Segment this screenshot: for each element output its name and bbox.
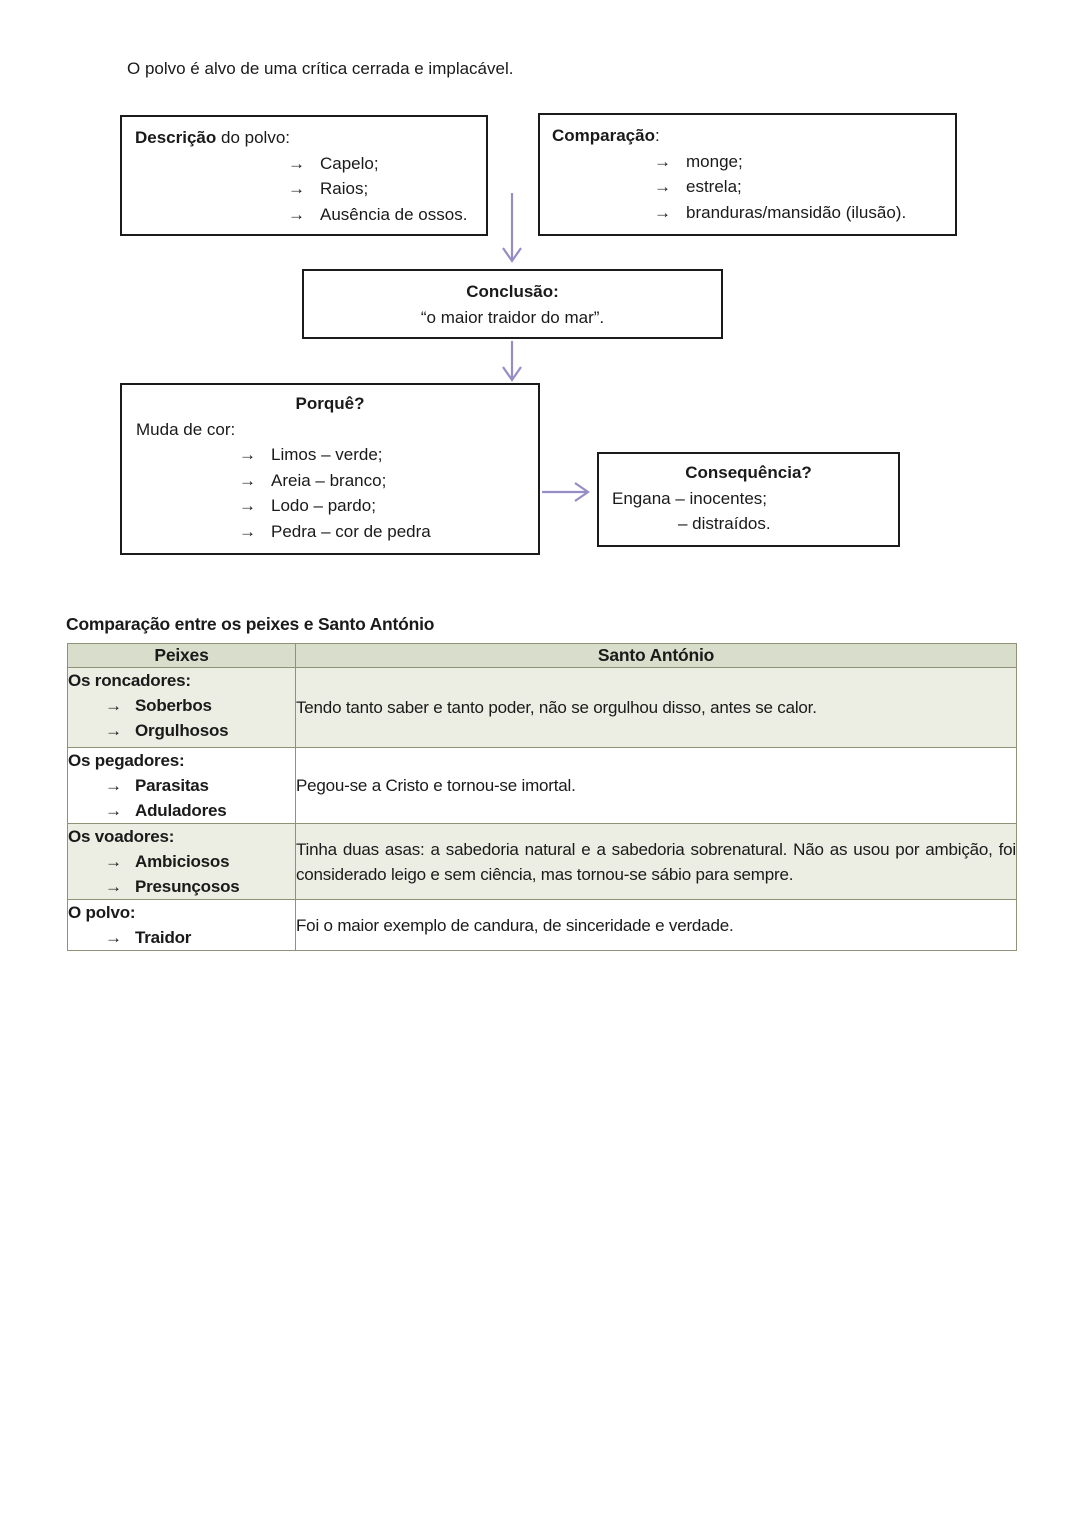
arrow-right-icon: → (288, 204, 305, 224)
descricao-box (120, 115, 488, 236)
arrow-right-icon: → (105, 877, 122, 896)
porque-title: Porquê? (295, 394, 365, 413)
arrow-right-icon: → (288, 179, 305, 198)
arrow-right-icon: → (239, 496, 256, 515)
comparacao-list (654, 149, 945, 226)
conclusao-box (302, 269, 723, 339)
list-item: → Ausência de ossos. (288, 202, 476, 228)
consequencia-line: Engana – inocentes; (612, 488, 768, 508)
table-row (68, 748, 1017, 824)
consequencia-box (597, 452, 900, 547)
santo-cell: Tinha duas asas: a sabedoria natural e a sabedoria sobrenatural. Não as usou por ambição, foi considerado leigo e sem ciência, mas tornou-se sábio para sempre. (296, 824, 1017, 900)
porque-box (120, 383, 540, 555)
comparison-table (67, 643, 1017, 951)
arrow-right-icon: → (654, 151, 671, 171)
comparacao-title: Comparação: (552, 126, 660, 145)
arrow-right-icon: → (105, 776, 122, 795)
table-row (68, 900, 1017, 951)
porque-subtitle: Muda de cor: (136, 419, 236, 439)
arrow-right-icon: → (105, 696, 122, 715)
list-item: → Pedra – cor de pedra (239, 519, 538, 545)
list-item: → Raios; (288, 176, 476, 202)
column-header-santo-antonio: Santo António (296, 644, 1017, 668)
intro-text: O polvo é alvo de uma crítica cerrada e implacável. (127, 59, 514, 78)
list-item: → Lodo – pardo; (239, 493, 538, 519)
flow-arrow-down-to-conclusao (503, 193, 521, 261)
arrow-right-icon: → (239, 521, 256, 541)
arrow-right-icon: → (105, 801, 122, 820)
santo-cell: Pegou-se a Cristo e tornou-se imortal. (296, 748, 1017, 824)
descricao-list (288, 151, 476, 228)
arrow-right-icon: → (654, 177, 671, 196)
arrow-right-icon: → (654, 202, 671, 222)
conclusao-quote: “o maior traidor do mar”. (420, 307, 605, 327)
table-row (68, 824, 1017, 900)
fish-cell: Os roncadores: → Soberbos → Orgulhosos (68, 668, 296, 748)
arrow-right-icon: → (105, 721, 122, 740)
consequencia-title: Consequência? (685, 463, 812, 482)
conclusao-title: Conclusão: (466, 282, 559, 301)
column-header-peixes: Peixes (68, 644, 296, 668)
porque-list (239, 442, 538, 544)
list-item: → Limos – verde; (239, 442, 538, 468)
list-item: → Areia – branco; (239, 468, 538, 494)
list-item: → monge; (654, 149, 945, 175)
arrow-right-icon: → (239, 470, 256, 490)
fish-cell: O polvo: → Traidor (68, 900, 296, 951)
consequencia-line: – distraídos. (678, 514, 771, 533)
arrow-right-icon: → (239, 445, 256, 464)
descricao-title: Descrição do polvo: (135, 128, 291, 147)
arrow-right-icon: → (105, 928, 122, 947)
santo-cell: Foi o maior exemplo de candura, de sinceridade e verdade. (296, 900, 1017, 951)
fish-cell: Os voadores: → Ambiciosos → Presunçosos (68, 824, 296, 900)
fish-cell: Os pegadores: → Parasitas → Aduladores (68, 748, 296, 824)
arrow-right-icon: → (105, 852, 122, 871)
table-heading: Comparação entre os peixes e Santo António (66, 614, 435, 634)
flow-arrow-right-to-consequencia (542, 483, 588, 501)
list-item: → estrela; (654, 174, 945, 200)
list-item: → branduras/mansidão (ilusão). (654, 200, 945, 226)
arrow-right-icon: → (288, 153, 305, 173)
list-item: → Capelo; (288, 151, 476, 177)
table-row (68, 668, 1017, 748)
table-header-row (68, 644, 1017, 668)
comparacao-box (538, 113, 957, 236)
santo-cell: Tendo tanto saber e tanto poder, não se orgulhou disso, antes se calor. (296, 668, 1017, 748)
flow-arrow-down-to-porque (503, 341, 521, 380)
